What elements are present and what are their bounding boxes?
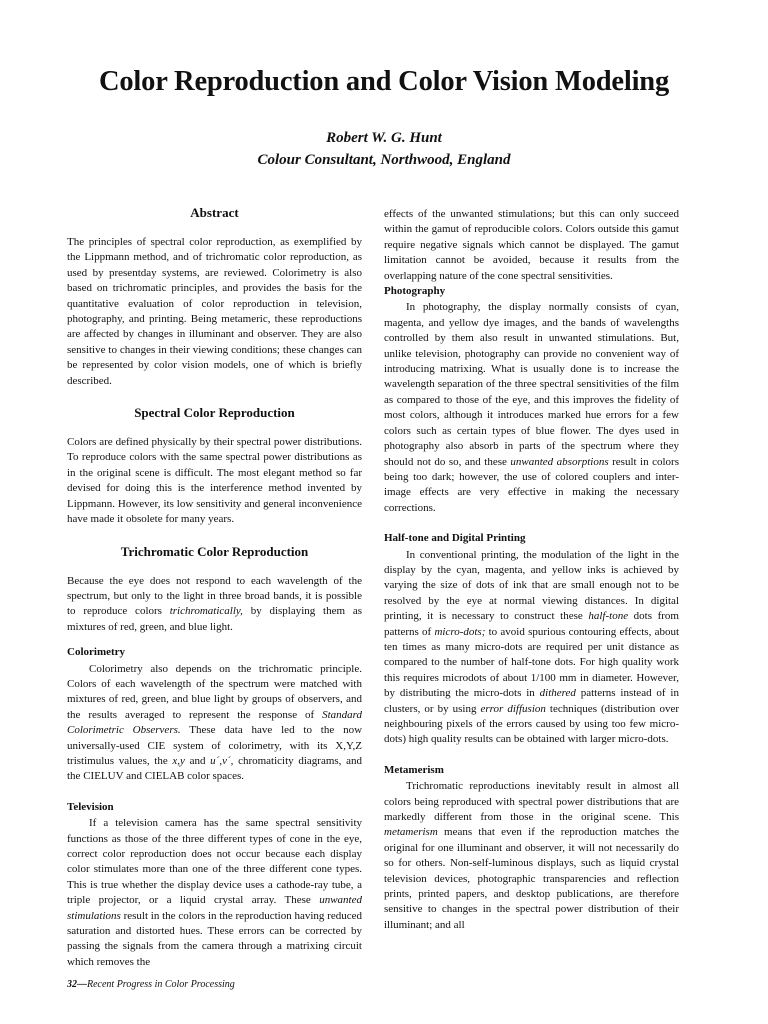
- author-name: Robert W. G. Hunt: [326, 130, 442, 146]
- metamerism-section: [384, 763, 679, 933]
- metamerism-text: Trichromatic reproductions inevitably result in almost all colors being reproduced with spectral power distributions that are markedly different from those in the original scene. This metamerism means that even if the reproduction matches the original for one illuminant and observer, it will not necessarily do so for others. Non-self-luminous displays, such as liquid crystal television devices, photographic transparencies and reflection prints, printed papers, and desktop publications, are therefore sensitive to changes in the spectral power distribution of their illuminant; and all: [384, 780, 679, 931]
- trichromatic-heading: Trichromatic Color Reproduction: [120, 543, 309, 559]
- halftone-section: [384, 531, 679, 748]
- author-block: [0, 127, 768, 171]
- photography-heading: Photography: [384, 285, 446, 298]
- abstract-text: The principles of spectral color reproduction, as exemplified by the Lippmann method, and of trichromatic color reproduction, as used by presentday systems, are reviewed. Colorimetry is also based on trichromatic principles, and provides the basis for the quantitative evaluation of color reproduction in television, photography, and printing. Being metameric, these reproductions are affected by changes in illuminant and observer. They are also sensitive to changes in their viewing conditions; these changes can be represented by color vision models, one of which is briefly described.: [67, 236, 362, 387]
- trichromatic-text: Because the eye does not respond to each wavelength of the spectrum, but only to the light in three broad bands, it is possible to reproduce colors trichromatically, by displaying them as mixtures of red, green, and blue light.: [67, 574, 362, 633]
- abstract-section: [67, 205, 362, 389]
- publication-name: Recent Progress in Color Processing: [87, 979, 235, 990]
- television-heading: Television: [67, 800, 114, 813]
- author-affiliation: Colour Consultant, Northwood, England: [257, 152, 511, 168]
- halftone-heading: Half-tone and Digital Printing: [384, 532, 526, 545]
- colorimetry-section: [67, 645, 362, 785]
- television-text: If a television camera has the same spectral sensitivity functions as those of the three different types of cone in the eye, correct color reproduction does not occur because each display color stimulates more than one of the three different cone types. This is true whether the display device uses a cathode-ray tube, a triple projector, or a liquid crystal array. These unwanted stimulations result in the colors in the reproduction having reduced saturation and distorted hues. These errors can be corrected by passing the signals from the camera through a matrixing circuit which removes the: [67, 817, 362, 968]
- right-column: [384, 207, 679, 933]
- page-footer: [67, 979, 235, 990]
- colorimetry-text: Colorimetry also depends on the trichromatic principle. Colors of each wavelength of the spectrum were matched with mixtures of red, green, and blue light by groups of observers, and the results averaged to represent the response of Standard Colorimetric Observers. These data have led to the now universally-used CIE system of colorimetry, with its X,Y,Z tristimulus values, the x,y and u´,v´, chromaticity diagrams, and the CIELUV and CIELAB color spaces.: [67, 662, 363, 783]
- left-column: [67, 205, 362, 970]
- television-section: [67, 800, 362, 970]
- abstract-heading: Abstract: [190, 205, 239, 220]
- halftone-text: In conventional printing, the modulation of the light in the display by the cyan, magenta, and yellow inks is achieved by varying the size of dots of ink that are small enough not to be resolved by the eye at normal viewing distances. In digital printing, it is necessary to construct these half-tone dots from patterns of micro-dots; to avoid spurious contouring effects, about ten times as many micro-dots are required per unit distance as compared to the number of half-tone dots. For high quality work this requires microdots of about 1/100 mm in diameter. However, by distributing the micro-dots in dithered patterns instead of in clusters, or by using error diffusion techniques (distribution over neighbouring pixels of the errors caused by using too few micro-dots) high quality results can be obtained with larger micro-dots.: [384, 548, 680, 746]
- television-text-continued: effects of the unwanted stimulations; but this can only succeed within the gamut of reproducible colors. Colors outside this gamut require negative signals which cannot be displayed. The gamut limitation cannot be avoided, because it results from the overlapping nature of the cone spectral sensitivities.: [384, 208, 679, 282]
- spectral-text: Colors are defined physically by their spectral power distributions. To reproduce colors with the same spectral power distributions as in the original scene is difficult. The most elegant method so far devised for doing this is the interference method invented by Lippmann. However, its low sensitivity and general inconvenience have made it obsolete for many years.: [67, 436, 362, 526]
- colorimetry-heading: Colorimetry: [67, 646, 126, 659]
- photography-text: In photography, the display normally consists of cyan, magenta, and yellow dye images, and the bands of wavelengths controlled by them also result in unwanted stimulations. But, unlike television, photography can provide no convenient way of introducing matrixing. What is usually done is to increase the wavelength separation of the three spectral sensitivities of the film as compared to those of the eye, and this improves the fidelity of most colors, although it introduces marked hue errors for a few colors such as certain types of blue flower. The dyes used in photography also absorb in parts of the spectrum where they should not do so, and these unwanted absorptions result in colors being too dark; however, the use of colored couplers and inter-image effects are very effective in making the necessary corrections.: [384, 301, 679, 514]
- paper-title: Color Reproduction and Color Vision Modeling: [99, 66, 669, 97]
- metamerism-heading: Metamerism: [384, 763, 444, 776]
- spectral-heading: Spectral Color Reproduction: [134, 405, 295, 421]
- photography-section: [384, 284, 679, 516]
- trichromatic-section: [67, 544, 362, 636]
- page-number: 32—: [67, 979, 87, 990]
- spectral-section: [67, 405, 362, 527]
